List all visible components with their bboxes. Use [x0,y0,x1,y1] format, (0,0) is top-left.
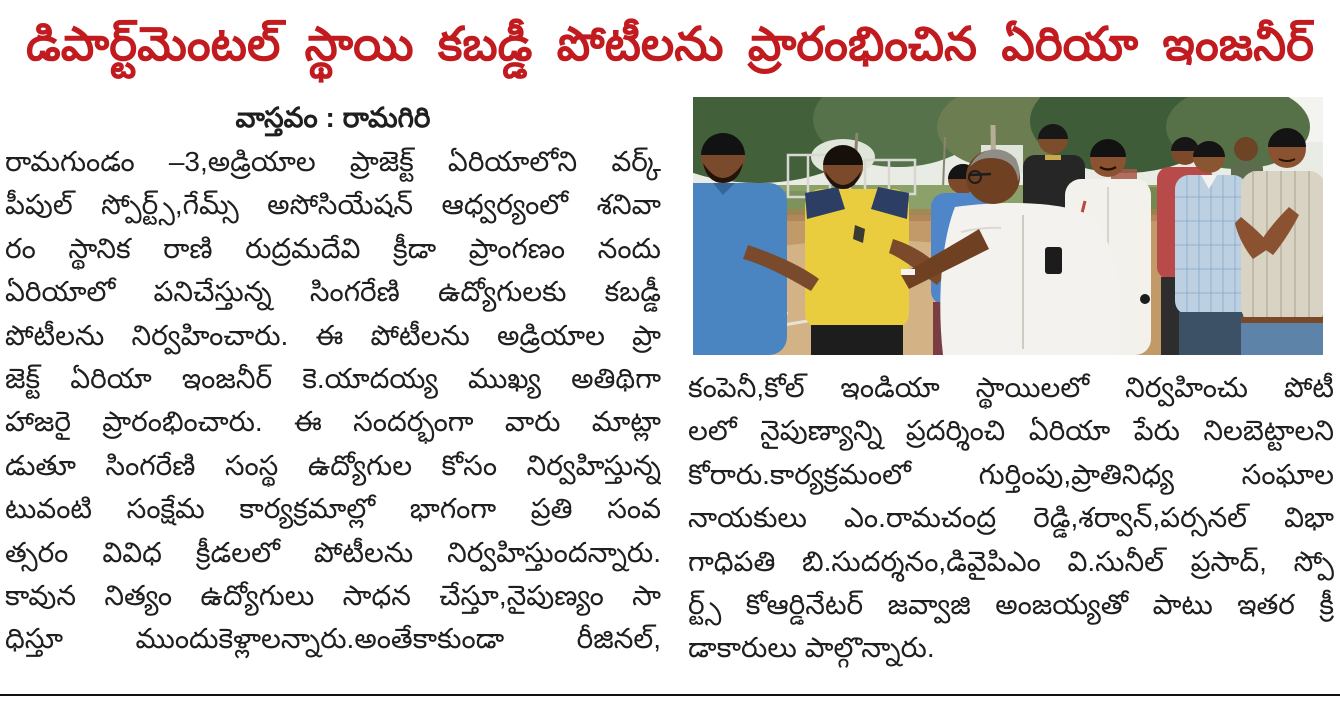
article-line: జెక్ట్ ఏరియా ఇంజనీర్ కె.యాదయ్య ముఖ్య అతిథిగా [5,362,661,394]
bottom-rule [0,694,1340,696]
right-column [688,366,1334,676]
article-line: త్సరం వివిధ క్రీడలలో పోటీలను నిర్వహిస్తుందన్నారు. [5,536,661,568]
article-line: ధిస్తూ ముందుకెళ్లాలన్నారు.అంతేకాకుండా రీజినల్, [5,623,661,655]
article-line: గాధిపతి బి.సుదర్శనం,డివైపిఎం వి.సునీల్ ప్రసాద్, స్పో [688,545,1334,577]
article-line: లలో నైపుణ్యాన్ని ప్రదర్శించి ఏరియా పేరు నిలబెట్టాలని [688,415,1334,447]
article-line: పోటీలను నిర్వహించారు. ఈ పోటీలను అడ్రియాల ప్రా [5,319,661,351]
article-line: టువంటి సంక్షేమ కార్యక్రమాల్లో భాగంగా ప్రతి సంవ [5,493,661,525]
article-line: డాకారులు పాల్గొన్నారు. [688,632,935,664]
left-column [5,96,661,666]
article-line: కంపెనీ,కోల్ ఇండియా స్థాయిలలో నిర్వహించు పోటీ [688,372,1334,403]
article-line: హాజరై ప్రారంభించారు. ఈ సందర్భంగా వారు మాట్లా [5,406,661,438]
article-line: ఏరియాలో పనిచేస్తున్న సింగరేణి ఉద్యోగులకు కబడ్డీ [5,276,661,308]
article-line: పీపుల్ స్పోర్ట్స్,గేమ్స్ అసోసియేషన్ ఆధ్వర్యంలో శనివా [5,189,661,221]
article-line: నాయకులు ఎం.రామచంద్ర రెడ్డి,శర్వాన్,పర్సనల్ విభా [688,502,1334,534]
article-line: కావున నిత్యం ఉద్యోగులు సాధన చేస్తూ,నైపుణ్యం సా [5,579,661,611]
article-photo [693,97,1323,355]
article-line: కోరారు.కార్యక్రమంలో గుర్తింపు,ప్రాతినిధ్య సంఘాల [688,458,1334,490]
article-line: డుతూ సింగరేణి సంస్థ ఉద్యోగుల కోసం నిర్వహిస్తున్న [5,449,661,481]
article-line: రం స్థానిక రాణి రుద్రమదేవి క్రీడా ప్రాంగణం నందు [5,232,661,264]
article-line: రామగుండం –3,అడ్రియాల ప్రాజెక్ట్ ఏరియాలోని వర్క్ [5,146,661,177]
byline: వాస్తవం : రామగిరి [235,102,431,133]
article-line: ర్ట్స్ కోఆర్డినేటర్ జవ్వాజి అంజయ్యతో పాటు ఇతర క్రీ [688,588,1334,620]
headline: డిపార్ట్‌మెంటల్ స్థాయి కబడ్డీ పోటీలను ప్రారంభించిన ఏరియా ఇంజనీర్ [26,17,1314,70]
